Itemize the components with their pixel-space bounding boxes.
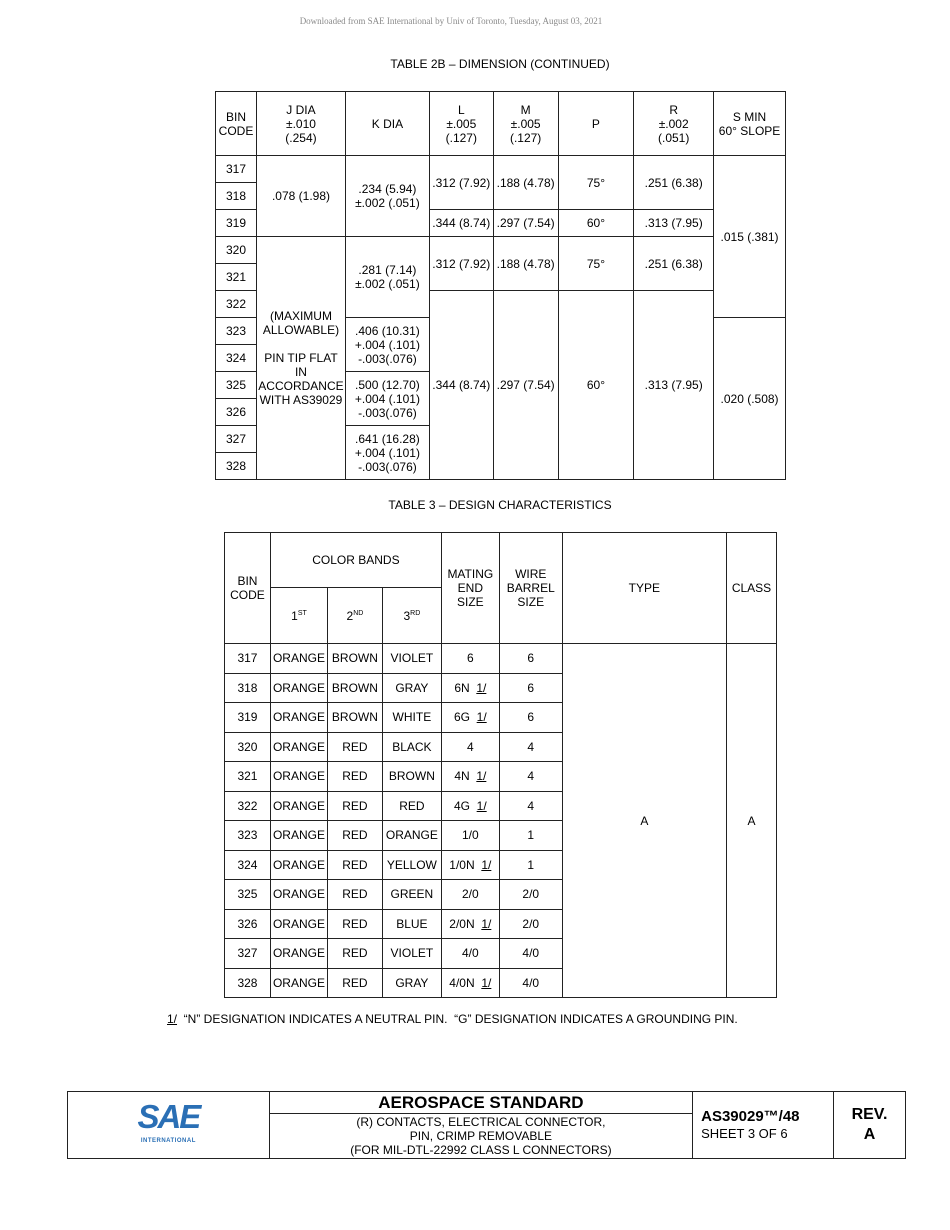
m-319: .297 (7.54) [493,210,558,237]
color-band-2: RED [327,880,382,910]
wire-barrel-size: 6 [499,703,562,733]
color-band-3: BLUE [382,909,441,939]
color-band-1: ORANGE [270,821,327,851]
color-band-1: ORANGE [270,732,327,762]
mating-end-size [441,880,499,910]
wire-barrel-size: 4 [499,791,562,821]
color-band-2: RED [327,732,382,762]
k-dia-317-319: .234 (5.94) ±.002 (.051) [345,156,429,237]
bin-code: 321 [225,762,271,792]
bin-code: 321 [216,264,257,291]
color-band-1: ORANGE [270,939,327,969]
revision-cell [834,1092,906,1159]
description: (R) CONTACTS, ELECTRICAL CONNECTOR, PIN, CRIMP REMOVABLE (FOR MIL-DTL-22992 CLASS L CONNECTORS) [269,1114,692,1159]
mating-end-size [441,762,499,792]
mating-size-value: 4G [453,798,470,813]
doc-number: AS39029™/48 [701,1108,800,1125]
footnote-ref: 1/ [481,857,492,872]
bin-code: 325 [225,880,271,910]
header-class: CLASS [726,533,776,644]
p-319: 60° [558,210,634,237]
bin-code: 320 [216,237,257,264]
mating-size-value: 4 [466,739,474,754]
color-band-2: RED [327,821,382,851]
mating-end-size [441,791,499,821]
header-bin-code: BIN CODE [225,533,271,644]
mating-end-size [441,909,499,939]
footnote-text: “N” DESIGNATION INDICATES A NEUTRAL PIN. “G” DESIGNATION INDICATES A GROUNDING PIN. [177,1012,738,1026]
header-color-bands: COLOR BANDS [270,533,441,588]
wire-barrel-size: 4 [499,732,562,762]
bin-code: 317 [216,156,257,183]
color-band-1: ORANGE [270,880,327,910]
bin-code: 320 [225,732,271,762]
l-322-328: .344 (8.74) [429,291,493,480]
color-band-2: BROWN [327,644,382,674]
mating-size-value: 2/0N [449,916,475,931]
mating-size-value: 4N [454,769,470,784]
p-322-328: 60° [558,291,634,480]
doc-number-cell [693,1092,834,1159]
header-band-3rd: 3RD [382,588,441,644]
color-band-2: RED [327,791,382,821]
header-m: M ±.005 (.127) [493,92,558,156]
color-band-2: RED [327,762,382,792]
bin-code: 323 [216,318,257,345]
table-3-header-row-1 [225,533,777,588]
mating-size-value: 1/0 [461,828,479,843]
color-band-3: GRAY [382,968,441,998]
wire-barrel-size: 2/0 [499,909,562,939]
j-dia-note-320-328: (MAXIMUM ALLOWABLE) PIN TIP FLAT IN ACCORDANCE WITH AS39029 [256,237,345,480]
p-317-318: 75° [558,156,634,210]
k-dia-327-328: .641 (16.28) +.004 (.101) -.003(.076) [345,426,429,480]
m-317-318: .188 (4.78) [493,156,558,210]
color-band-2: BROWN [327,703,382,733]
color-band-3: WHITE [382,703,441,733]
footnote [167,1012,738,1026]
table-2b-caption: TABLE 2B – DIMENSION (CONTINUED) [390,57,610,71]
mating-end-size [441,850,499,880]
header-k-dia: K DIA [345,92,429,156]
footnote-ref: 1/ [476,798,487,813]
bin-code: 322 [216,291,257,318]
color-band-2: RED [327,850,382,880]
footnote-ref: 1/ [476,680,487,695]
table-3-caption: TABLE 3 – DESIGN CHARACTERISTICS [388,498,612,512]
mating-size-value: 6N [454,680,470,695]
color-band-1: ORANGE [270,791,327,821]
mating-size-value: 4/0N [449,975,475,990]
wire-barrel-size: 1 [499,821,562,851]
wire-barrel-size: 6 [499,644,562,674]
mating-end-size [441,644,499,674]
s-min-317-322: .015 (.381) [714,156,786,318]
header-s-min: S MIN 60° SLOPE [714,92,786,156]
l-319: .344 (8.74) [429,210,493,237]
wire-barrel-size: 6 [499,673,562,703]
r-319: .313 (7.95) [634,210,714,237]
color-band-1: ORANGE [270,673,327,703]
header-wire-barrel-size: WIRE BARREL SIZE [499,533,562,644]
color-band-2: RED [327,909,382,939]
color-band-3: ORANGE [382,821,441,851]
sae-logo-subtitle: INTERNATIONAL [140,1138,196,1144]
table-3-body [225,644,777,998]
sheet-number: SHEET 3 OF 6 [701,1126,788,1141]
wire-barrel-size: 4/0 [499,939,562,969]
color-band-3: VIOLET [382,939,441,969]
class-value: A [726,644,776,998]
l-320-321: .312 (7.92) [429,237,493,291]
header-l: L ±.005 (.127) [429,92,493,156]
color-band-1: ORANGE [270,762,327,792]
table-row [216,237,786,264]
color-band-1: ORANGE [270,850,327,880]
k-dia-323-324: .406 (10.31) +.004 (.101) -.003(.076) [345,318,429,372]
header-band-2nd: 2ND [327,588,382,644]
s-min-323-328: .020 (.508) [714,318,786,480]
wire-barrel-size: 4/0 [499,968,562,998]
color-band-3: VIOLET [382,644,441,674]
color-band-3: RED [382,791,441,821]
rev-value: A [863,1126,876,1143]
color-band-2: RED [327,939,382,969]
header-j-dia: J DIA ±.010 (.254) [256,92,345,156]
r-322-328: .313 (7.95) [634,291,714,480]
header-type: TYPE [562,533,726,644]
mating-size-value: 2/0 [461,887,479,902]
header-r: R ±.002 (.051) [634,92,714,156]
k-dia-320-322: .281 (7.14) ±.002 (.051) [345,237,429,318]
table-row [216,156,786,183]
bin-code: 323 [225,821,271,851]
mating-end-size [441,703,499,733]
title-block [67,1091,906,1159]
m-322-328: .297 (7.54) [493,291,558,480]
l-317-318: .312 (7.92) [429,156,493,210]
color-band-3: YELLOW [382,850,441,880]
bin-code: 318 [225,673,271,703]
bin-code: 327 [216,426,257,453]
color-band-3: GRAY [382,673,441,703]
color-band-3: GREEN [382,880,441,910]
bin-code: 324 [216,345,257,372]
table-2b-header-row [216,92,786,156]
footnote-ref: 1/ [481,916,492,931]
color-band-1: ORANGE [270,703,327,733]
bin-code: 322 [225,791,271,821]
download-note: Downloaded from SAE International by Univ of Toronto, Tuesday, August 03, 2021 [299,16,603,26]
bin-code: 319 [225,703,271,733]
mating-size-value: 6 [466,651,474,666]
footnote-ref: 1/ [476,769,487,784]
color-band-1: ORANGE [270,909,327,939]
type-value: A [562,644,726,998]
bin-code: 326 [216,399,257,426]
mating-end-size [441,732,499,762]
p-320-321: 75° [558,237,634,291]
footnote-ref: 1/ [481,975,492,990]
mating-size-value: 1/0N [449,857,475,872]
k-dia-325-326: .500 (12.70) +.004 (.101) -.003(.076) [345,372,429,426]
header-bin-code: BIN CODE [216,92,257,156]
mating-size-value: 6G [453,710,470,725]
header-mating-end-size: MATING END SIZE [441,533,499,644]
logo-cell [68,1092,270,1159]
j-dia-317-319: .078 (1.98) [256,156,345,237]
table-3 [224,532,777,998]
r-317-318: .251 (6.38) [634,156,714,210]
mating-end-size [441,673,499,703]
color-band-3: BLACK [382,732,441,762]
color-band-1: ORANGE [270,968,327,998]
footnote-ref: 1/ [476,710,487,725]
r-320-321: .251 (6.38) [634,237,714,291]
bin-code: 326 [225,909,271,939]
wire-barrel-size: 4 [499,762,562,792]
m-320-321: .188 (4.78) [493,237,558,291]
bin-code: 328 [216,453,257,480]
header-p: P [558,92,634,156]
table-2b [215,91,786,480]
wire-barrel-size: 2/0 [499,880,562,910]
color-band-2: BROWN [327,673,382,703]
bin-code: 325 [216,372,257,399]
table-row [225,644,777,674]
mating-end-size [441,821,499,851]
header-band-1st: 1ST [270,588,327,644]
bin-code: 317 [225,644,271,674]
footnote-marker: 1/ [167,1012,178,1026]
standard-title: AEROSPACE STANDARD [269,1092,692,1114]
color-band-3: BROWN [382,762,441,792]
mating-end-size [441,968,499,998]
color-band-2: RED [327,968,382,998]
bin-code: 318 [216,183,257,210]
sae-logo: SAE [137,1098,200,1135]
color-band-1: ORANGE [270,644,327,674]
bin-code: 319 [216,210,257,237]
rev-label: REV. [851,1106,888,1123]
wire-barrel-size: 1 [499,850,562,880]
bin-code: 328 [225,968,271,998]
mating-size-value: 4/0 [461,946,479,961]
bin-code: 324 [225,850,271,880]
mating-end-size [441,939,499,969]
bin-code: 327 [225,939,271,969]
